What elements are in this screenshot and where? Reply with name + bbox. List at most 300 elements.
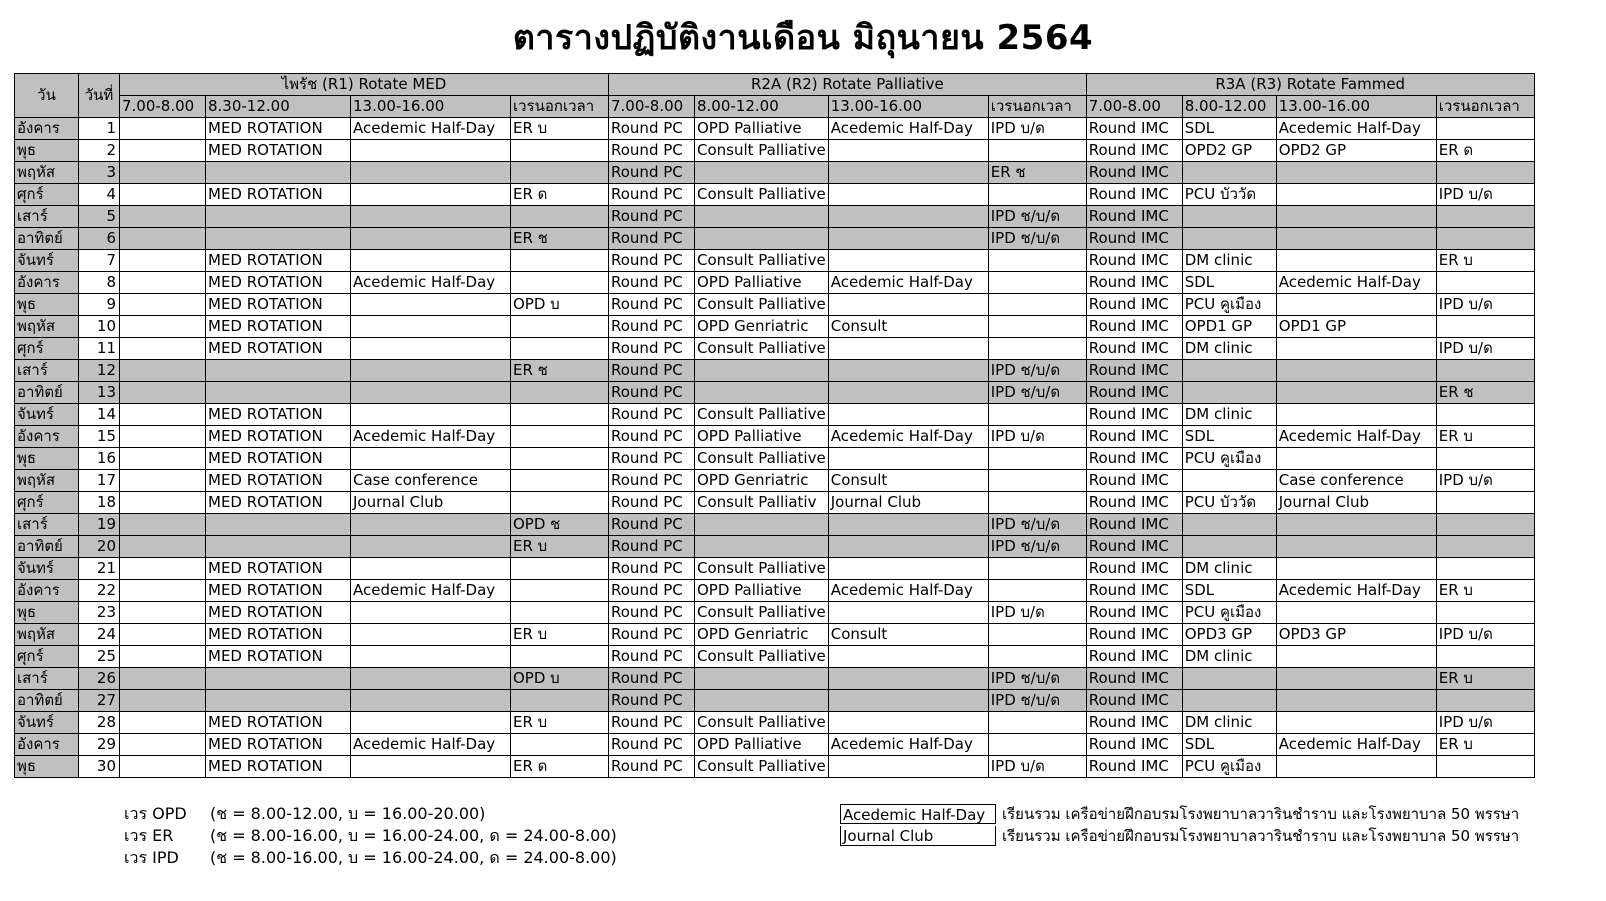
schedule-cell: Round IMC	[1086, 602, 1182, 624]
day-cell: เสาร์	[15, 668, 79, 690]
schedule-cell	[695, 228, 829, 250]
schedule-cell	[1276, 404, 1436, 426]
schedule-cell: Acedemic Half-Day	[351, 118, 511, 140]
schedule-cell	[511, 646, 609, 668]
schedule-cell: Acedemic Half-Day	[828, 426, 988, 448]
schedule-cell: Consult Palliativ	[695, 492, 829, 514]
schedule-cell	[695, 360, 829, 382]
schedule-cell: PCU คูเมือง	[1182, 756, 1276, 778]
schedule-cell	[988, 734, 1086, 756]
schedule-cell: Round PC	[609, 514, 695, 536]
schedule-cell	[206, 206, 351, 228]
schedule-cell	[1182, 162, 1276, 184]
schedule-cell	[828, 162, 988, 184]
schedule-cell	[351, 448, 511, 470]
schedule-cell: Acedemic Half-Day	[351, 426, 511, 448]
schedule-cell	[351, 184, 511, 206]
schedule-cell: Round PC	[609, 668, 695, 690]
legend-row-opd	[124, 803, 617, 825]
shift-legend	[124, 803, 617, 869]
schedule-cell	[511, 470, 609, 492]
schedule-cell	[1436, 536, 1534, 558]
date-cell: 21	[79, 558, 120, 580]
schedule-cell: Round PC	[609, 140, 695, 162]
schedule-cell	[828, 140, 988, 162]
day-cell: อังคาร	[15, 426, 79, 448]
schedule-cell: Acedemic Half-Day	[1276, 580, 1436, 602]
legend-label: เวร IPD	[124, 848, 179, 867]
schedule-cell: MED ROTATION	[206, 646, 351, 668]
date-cell: 28	[79, 712, 120, 734]
schedule-cell	[351, 360, 511, 382]
schedule-cell: SDL	[1182, 580, 1276, 602]
schedule-cell	[511, 690, 609, 712]
schedule-cell	[1436, 206, 1534, 228]
table-row	[15, 382, 1535, 404]
day-cell: พุธ	[15, 756, 79, 778]
schedule-cell	[988, 712, 1086, 734]
day-cell: จันทร์	[15, 712, 79, 734]
schedule-cell: ER ด	[511, 184, 609, 206]
schedule-cell	[828, 712, 988, 734]
header-row-times	[15, 96, 1535, 118]
table-row	[15, 228, 1535, 250]
schedule-cell	[206, 536, 351, 558]
schedule-cell: MED ROTATION	[206, 470, 351, 492]
schedule-cell: Round IMC	[1086, 250, 1182, 272]
schedule-cell: Journal Club	[1276, 492, 1436, 514]
schedule-cell: MED ROTATION	[206, 624, 351, 646]
schedule-cell: Acedemic Half-Day	[351, 272, 511, 294]
day-cell: อังคาร	[15, 118, 79, 140]
schedule-cell	[351, 338, 511, 360]
schedule-cell: IPD ช/บ/ด	[988, 536, 1086, 558]
schedule-cell	[511, 602, 609, 624]
schedule-cell	[1276, 646, 1436, 668]
schedule-cell: Round IMC	[1086, 756, 1182, 778]
day-cell: พุธ	[15, 294, 79, 316]
schedule-cell: Round PC	[609, 492, 695, 514]
schedule-cell: Acedemic Half-Day	[351, 580, 511, 602]
table-row	[15, 734, 1535, 756]
schedule-cell	[206, 360, 351, 382]
schedule-cell: Acedemic Half-Day	[1276, 272, 1436, 294]
schedule-cell	[828, 514, 988, 536]
schedule-cell: Journal Club	[828, 492, 988, 514]
group-header-r3: R3A (R3) Rotate Fammed	[1086, 74, 1534, 96]
schedule-cell: MED ROTATION	[206, 338, 351, 360]
schedule-cell	[351, 602, 511, 624]
schedule-cell	[120, 316, 206, 338]
schedule-cell: Consult	[828, 316, 988, 338]
date-cell: 5	[79, 206, 120, 228]
schedule-cell	[1436, 646, 1534, 668]
table-row	[15, 404, 1535, 426]
schedule-cell	[828, 558, 988, 580]
schedule-cell	[120, 338, 206, 360]
table-row	[15, 646, 1535, 668]
schedule-cell	[1276, 514, 1436, 536]
schedule-cell: Acedemic Half-Day	[1276, 118, 1436, 140]
schedule-cell	[351, 382, 511, 404]
date-cell: 4	[79, 184, 120, 206]
schedule-cell	[1276, 756, 1436, 778]
schedule-cell	[511, 162, 609, 184]
time-header: 13.00-16.00	[1276, 96, 1436, 118]
schedule-cell	[120, 734, 206, 756]
schedule-cell: Acedemic Half-Day	[1276, 734, 1436, 756]
schedule-cell	[1276, 668, 1436, 690]
schedule-cell	[351, 162, 511, 184]
schedule-cell: OPD ช	[511, 514, 609, 536]
schedule-cell	[828, 338, 988, 360]
date-cell: 1	[79, 118, 120, 140]
schedule-cell	[988, 250, 1086, 272]
date-cell: 11	[79, 338, 120, 360]
schedule-cell	[1276, 294, 1436, 316]
schedule-cell: MED ROTATION	[206, 118, 351, 140]
schedule-cell: ER บ	[511, 624, 609, 646]
schedule-cell	[120, 558, 206, 580]
schedule-cell: PCU บัววัด	[1182, 184, 1276, 206]
schedule-cell: Round PC	[609, 712, 695, 734]
group-header-r1: ไพรัช (R1) Rotate MED	[120, 74, 609, 96]
schedule-cell	[120, 162, 206, 184]
schedule-cell	[695, 690, 829, 712]
schedule-cell	[988, 580, 1086, 602]
schedule-cell: IPD บ/ด	[1436, 624, 1534, 646]
day-cell: พฤหัส	[15, 162, 79, 184]
schedule-cell	[988, 404, 1086, 426]
schedule-cell	[1436, 690, 1534, 712]
schedule-cell	[511, 382, 609, 404]
schedule-cell: ER ช	[1436, 382, 1534, 404]
schedule-cell: ER บ	[511, 536, 609, 558]
schedule-cell: OPD บ	[511, 668, 609, 690]
schedule-cell: ER บ	[1436, 668, 1534, 690]
legend-desc: (ช = 8.00-16.00, บ = 16.00-24.00, ด = 24.00-8.00)	[210, 848, 617, 867]
schedule-cell	[511, 140, 609, 162]
date-cell: 12	[79, 360, 120, 382]
legend-row-academic	[840, 803, 1519, 825]
schedule-cell	[695, 162, 829, 184]
legend-desc: เรียนรวม เครือข่ายฝึกอบรมโรงพยาบาลวารินชำราบ และโรงพยาบาล 50 พรรษา	[1002, 805, 1520, 823]
schedule-cell	[120, 404, 206, 426]
date-cell: 30	[79, 756, 120, 778]
schedule-cell	[351, 558, 511, 580]
date-cell: 26	[79, 668, 120, 690]
schedule-cell	[988, 272, 1086, 294]
schedule-cell	[511, 272, 609, 294]
schedule-cell: PCU คูเมือง	[1182, 602, 1276, 624]
schedule-cell: OPD Genriatric	[695, 316, 829, 338]
schedule-cell: ER ด	[511, 756, 609, 778]
schedule-cell: PCU คูเมือง	[1182, 448, 1276, 470]
schedule-cell: Round IMC	[1086, 448, 1182, 470]
schedule-cell	[206, 228, 351, 250]
schedule-cell: MED ROTATION	[206, 140, 351, 162]
schedule-cell	[1436, 404, 1534, 426]
table-row	[15, 668, 1535, 690]
day-cell: พุธ	[15, 602, 79, 624]
schedule-cell: Consult Palliative	[695, 140, 829, 162]
schedule-cell	[206, 690, 351, 712]
schedule-cell: Round PC	[609, 294, 695, 316]
schedule-cell: DM clinic	[1182, 558, 1276, 580]
schedule-cell: Consult Palliative	[695, 602, 829, 624]
time-header: 13.00-16.00	[351, 96, 511, 118]
schedule-cell	[828, 184, 988, 206]
schedule-cell	[1436, 162, 1534, 184]
schedule-cell	[120, 536, 206, 558]
day-cell: พุธ	[15, 448, 79, 470]
schedule-cell: Round IMC	[1086, 426, 1182, 448]
schedule-cell: IPD บ/ด	[1436, 338, 1534, 360]
schedule-cell	[120, 514, 206, 536]
schedule-cell: Acedemic Half-Day	[351, 734, 511, 756]
schedule-cell	[988, 448, 1086, 470]
schedule-cell: Consult Palliative	[695, 338, 829, 360]
schedule-cell	[1276, 250, 1436, 272]
date-cell: 19	[79, 514, 120, 536]
group-header-r2: R2A (R2) Rotate Palliative	[609, 74, 1087, 96]
schedule-cell	[351, 294, 511, 316]
table-row	[15, 118, 1535, 140]
day-cell: จันทร์	[15, 404, 79, 426]
table-row	[15, 426, 1535, 448]
schedule-cell	[511, 250, 609, 272]
schedule-cell: DM clinic	[1182, 250, 1276, 272]
schedule-cell: SDL	[1182, 118, 1276, 140]
schedule-cell	[988, 140, 1086, 162]
schedule-cell: ER บ	[1436, 734, 1534, 756]
schedule-cell	[1276, 206, 1436, 228]
time-header: เวรนอกเวลา	[1436, 96, 1534, 118]
schedule-cell	[351, 712, 511, 734]
schedule-cell: IPD ช/บ/ด	[988, 206, 1086, 228]
time-header: 7.00-8.00	[609, 96, 695, 118]
schedule-cell	[120, 272, 206, 294]
schedule-cell	[1436, 602, 1534, 624]
day-cell: จันทร์	[15, 558, 79, 580]
schedule-cell: Round PC	[609, 272, 695, 294]
page-title: ตารางปฏิบัติงานเดือน มิถุนายน 2564	[512, 18, 1094, 58]
schedule-cell: Round IMC	[1086, 646, 1182, 668]
schedule-cell	[351, 404, 511, 426]
schedule-cell	[120, 602, 206, 624]
schedule-cell: Consult	[828, 470, 988, 492]
date-cell: 22	[79, 580, 120, 602]
schedule-cell	[988, 184, 1086, 206]
day-cell: เสาร์	[15, 360, 79, 382]
date-cell: 18	[79, 492, 120, 514]
schedule-cell: Round PC	[609, 316, 695, 338]
schedule-cell: DM clinic	[1182, 712, 1276, 734]
date-cell: 25	[79, 646, 120, 668]
legend-key: Journal Club	[840, 826, 996, 846]
schedule-cell	[351, 690, 511, 712]
schedule-cell: Round PC	[609, 250, 695, 272]
schedule-cell	[1276, 184, 1436, 206]
schedule-cell: OPD2 GP	[1276, 140, 1436, 162]
legend-row-er	[124, 825, 617, 847]
schedule-cell: SDL	[1182, 272, 1276, 294]
legend-label: เวร OPD	[124, 804, 187, 823]
schedule-cell	[351, 206, 511, 228]
schedule-cell: Acedemic Half-Day	[828, 118, 988, 140]
schedule-cell	[1436, 360, 1534, 382]
legend-desc: (ช = 8.00-16.00, บ = 16.00-24.00, ด = 24.00-8.00)	[210, 826, 617, 845]
schedule-cell: SDL	[1182, 426, 1276, 448]
schedule-cell	[1436, 756, 1534, 778]
schedule-cell: ER ช	[511, 228, 609, 250]
schedule-cell: OPD1 GP	[1182, 316, 1276, 338]
table-row	[15, 470, 1535, 492]
schedule-cell	[828, 690, 988, 712]
schedule-cell: Acedemic Half-Day	[828, 734, 988, 756]
schedule-cell: OPD3 GP	[1276, 624, 1436, 646]
schedule-cell: OPD Palliative	[695, 426, 829, 448]
schedule-cell	[120, 250, 206, 272]
schedule-cell	[511, 448, 609, 470]
schedule-cell	[351, 250, 511, 272]
schedule-cell	[120, 382, 206, 404]
schedule-cell: Case conference	[1276, 470, 1436, 492]
schedule-cell: PCU คูเมือง	[1182, 294, 1276, 316]
schedule-cell: IPD บ/ด	[1436, 294, 1534, 316]
schedule-cell: Round PC	[609, 382, 695, 404]
schedule-cell	[828, 360, 988, 382]
schedule-cell	[351, 624, 511, 646]
legend-label: เวร ER	[124, 826, 174, 845]
schedule-cell	[351, 756, 511, 778]
day-cell: ศุกร์	[15, 492, 79, 514]
schedule-cell	[511, 492, 609, 514]
schedule-cell: IPD บ/ด	[1436, 712, 1534, 734]
schedule-cell	[120, 756, 206, 778]
schedule-cell: Round IMC	[1086, 184, 1182, 206]
schedule-cell: Round PC	[609, 338, 695, 360]
schedule-cell	[828, 294, 988, 316]
legend-key: Acedemic Half-Day	[840, 804, 996, 824]
date-cell: 17	[79, 470, 120, 492]
schedule-cell	[988, 624, 1086, 646]
schedule-cell	[206, 514, 351, 536]
schedule-cell: Round PC	[609, 184, 695, 206]
schedule-cell	[206, 668, 351, 690]
schedule-cell	[1276, 690, 1436, 712]
schedule-cell: DM clinic	[1182, 646, 1276, 668]
schedule-cell	[120, 668, 206, 690]
table-row	[15, 162, 1535, 184]
schedule-cell	[1276, 712, 1436, 734]
schedule-cell	[988, 316, 1086, 338]
day-cell: อังคาร	[15, 580, 79, 602]
schedule-cell: OPD Palliative	[695, 734, 829, 756]
schedule-cell	[1436, 558, 1534, 580]
schedule-cell: Consult Palliative	[695, 448, 829, 470]
schedule-cell	[1182, 228, 1276, 250]
schedule-cell: Round PC	[609, 580, 695, 602]
schedule-cell	[120, 646, 206, 668]
schedule-cell	[828, 536, 988, 558]
schedule-cell	[828, 382, 988, 404]
table-row	[15, 536, 1535, 558]
schedule-cell	[1276, 162, 1436, 184]
schedule-cell	[828, 646, 988, 668]
schedule-cell: IPD ช/บ/ด	[988, 382, 1086, 404]
schedule-cell	[828, 206, 988, 228]
schedule-cell: Consult Palliative	[695, 184, 829, 206]
schedule-cell: Round PC	[609, 602, 695, 624]
schedule-cell	[511, 734, 609, 756]
schedule-cell: ER ช	[988, 162, 1086, 184]
schedule-cell	[120, 228, 206, 250]
date-cell: 10	[79, 316, 120, 338]
schedule-cell	[1276, 338, 1436, 360]
schedule-cell	[511, 558, 609, 580]
schedule-cell	[351, 316, 511, 338]
schedule-cell	[206, 162, 351, 184]
date-cell: 16	[79, 448, 120, 470]
schedule-cell	[828, 404, 988, 426]
schedule-cell: Round IMC	[1086, 404, 1182, 426]
time-header: เวรนอกเวลา	[511, 96, 609, 118]
schedule-cell	[1182, 382, 1276, 404]
date-cell: 2	[79, 140, 120, 162]
schedule-cell	[120, 206, 206, 228]
table-row	[15, 690, 1535, 712]
schedule-cell	[988, 470, 1086, 492]
schedule-cell: Round PC	[609, 426, 695, 448]
schedule-cell: Round IMC	[1086, 536, 1182, 558]
schedule-cell: OPD Palliative	[695, 118, 829, 140]
table-row	[15, 360, 1535, 382]
legend-desc: เรียนรวม เครือข่ายฝึกอบรมโรงพยาบาลวารินชำราบ และโรงพยาบาล 50 พรรษา	[1002, 827, 1520, 845]
schedule-cell	[695, 514, 829, 536]
schedule-cell	[511, 206, 609, 228]
date-cell: 29	[79, 734, 120, 756]
schedule-cell: IPD ช/บ/ด	[988, 668, 1086, 690]
date-cell: 7	[79, 250, 120, 272]
schedule-cell	[1276, 536, 1436, 558]
schedule-cell: Consult Palliative	[695, 756, 829, 778]
schedule-cell: IPD ช/บ/ด	[988, 690, 1086, 712]
schedule-cell	[511, 338, 609, 360]
table-row	[15, 558, 1535, 580]
schedule-cell: Round IMC	[1086, 624, 1182, 646]
schedule-cell	[1436, 492, 1534, 514]
date-cell: 27	[79, 690, 120, 712]
schedule-cell	[120, 492, 206, 514]
day-cell: พฤหัส	[15, 470, 79, 492]
date-cell: 13	[79, 382, 120, 404]
schedule-cell: Round IMC	[1086, 734, 1182, 756]
time-header: เวรนอกเวลา	[988, 96, 1086, 118]
day-cell: พุธ	[15, 140, 79, 162]
schedule-cell: Case conference	[351, 470, 511, 492]
schedule-cell	[120, 448, 206, 470]
schedule-cell: Round PC	[609, 646, 695, 668]
schedule-cell	[695, 382, 829, 404]
schedule-cell	[351, 514, 511, 536]
schedule-cell: MED ROTATION	[206, 448, 351, 470]
schedule-cell: Round IMC	[1086, 492, 1182, 514]
schedule-cell: MED ROTATION	[206, 602, 351, 624]
schedule-cell	[695, 206, 829, 228]
schedule-cell	[1436, 228, 1534, 250]
schedule-cell: MED ROTATION	[206, 404, 351, 426]
